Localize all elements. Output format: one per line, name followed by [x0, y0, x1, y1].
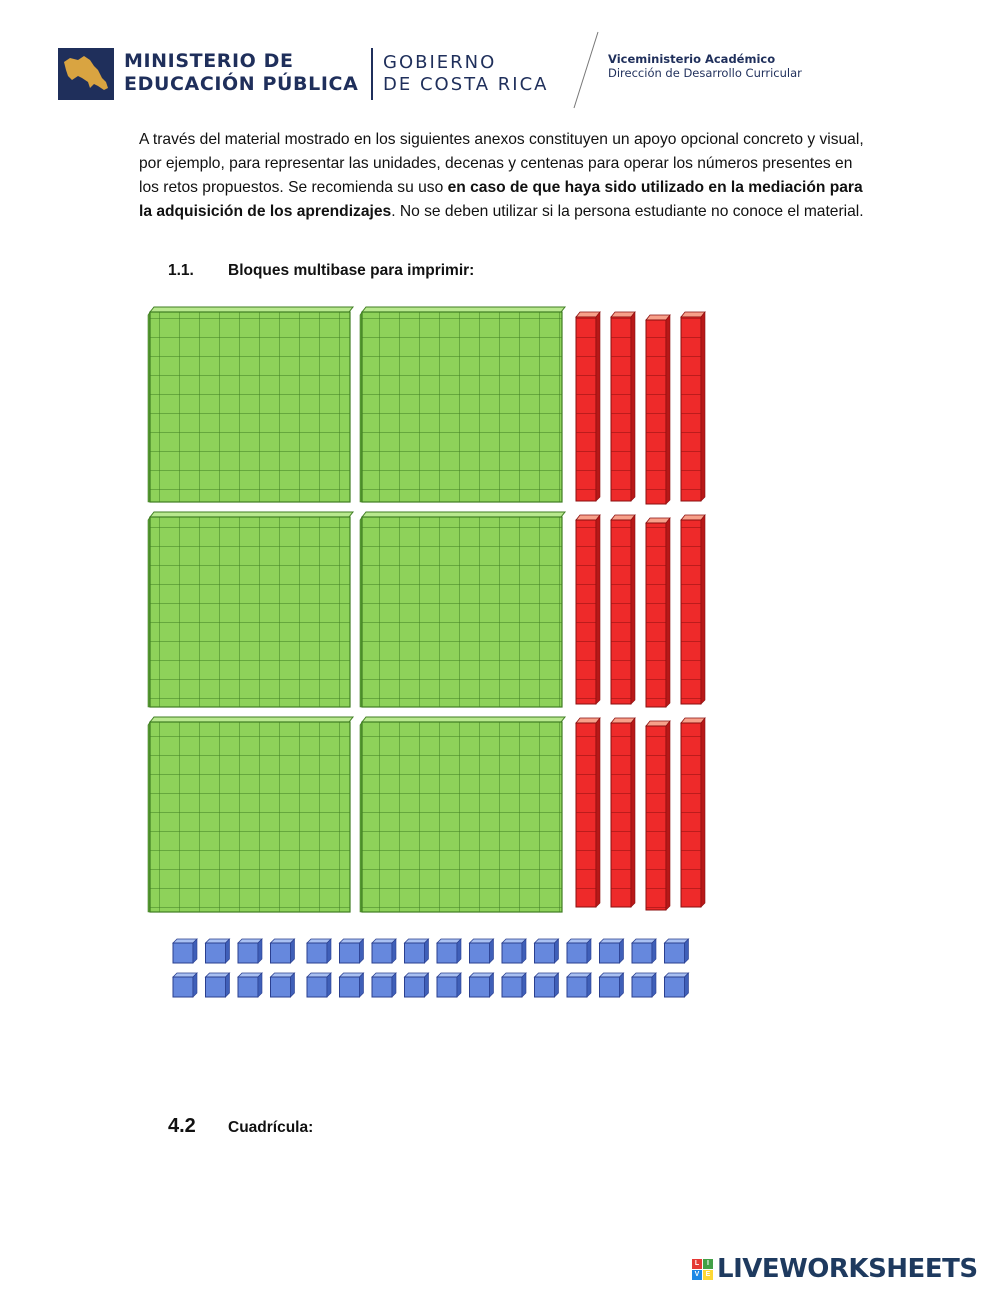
page-header — [58, 30, 818, 110]
unit-cube-block — [632, 939, 656, 963]
unit-cube-block — [567, 939, 591, 963]
unit-cube-block — [437, 939, 461, 963]
unit-cube-block — [173, 973, 197, 997]
hundred-flat-block — [148, 717, 353, 912]
unit-cube-block — [271, 973, 295, 997]
unit-cube-block — [340, 973, 364, 997]
hundred-flat-block — [148, 307, 353, 502]
unit-cube-block — [372, 939, 396, 963]
unit-cube-block — [665, 939, 689, 963]
section-2-number: 4.2 — [168, 1115, 196, 1137]
unit-cube-block — [567, 973, 591, 997]
ten-rod-block — [611, 312, 635, 501]
liveworksheets-logo-icon: L I V E — [692, 1259, 713, 1280]
ten-rod-block — [576, 718, 600, 907]
section-1-number: 1.1. — [168, 262, 194, 279]
unit-cube-block — [600, 973, 624, 997]
hundred-flat-block — [360, 717, 565, 912]
unit-cube-block — [535, 939, 559, 963]
unit-cube-block — [238, 973, 262, 997]
brand-name: LIVEWORKSHEETS — [717, 1254, 978, 1284]
liveworksheets-brand[interactable] — [692, 1252, 978, 1286]
unit-cube-block — [372, 973, 396, 997]
unit-cube-block — [206, 939, 230, 963]
header-slash — [570, 30, 600, 110]
ten-rod-block — [681, 312, 705, 501]
header-divider — [371, 48, 373, 100]
section-1-title: Bloques multibase para imprimir: — [228, 262, 475, 279]
hundred-flat-block — [148, 512, 353, 707]
unit-cube-block — [405, 939, 429, 963]
unit-cube-block — [502, 939, 526, 963]
ten-rod-block — [646, 315, 670, 504]
unit-cube-block — [307, 939, 331, 963]
base-ten-blocks-illustration — [140, 300, 720, 1020]
ten-rod-block — [576, 515, 600, 704]
ten-rod-block — [681, 718, 705, 907]
unit-cube-block — [271, 939, 295, 963]
costa-rica-map-seal-icon — [58, 48, 114, 100]
ten-rod-block — [611, 718, 635, 907]
unit-cube-block — [340, 939, 364, 963]
unit-cube-block — [206, 973, 230, 997]
vice-ministry: Viceministerio Académico Dirección de Desarrollo Curricular — [608, 52, 802, 80]
ten-rod-block — [646, 518, 670, 707]
hundred-flat-block — [360, 512, 565, 707]
unit-cube-block — [307, 973, 331, 997]
intro-paragraph: A través del material mostrado en los siguientes anexos constituyen un apoyo opcional concreto y visual, por ejemplo, para representar las unidades, decenas y centenas para operar los números presentes en los retos propuestos. Se recomienda su uso en caso de que haya sido utilizado en la mediación para la adquisición de los aprendizajes. No se deben utilizar si la persona estudiante no conoce el material. — [139, 131, 864, 220]
unit-cube-block — [502, 973, 526, 997]
ten-rod-block — [611, 515, 635, 704]
intro-bold-text: en caso de que haya sido utilizado en la mediación para la adquisición de los aprendizajes — [139, 179, 863, 220]
unit-cube-block — [600, 939, 624, 963]
ten-rod-block — [576, 312, 600, 501]
ten-rod-block — [681, 515, 705, 704]
unit-cube-block — [470, 973, 494, 997]
unit-cube-block — [665, 973, 689, 997]
ten-rod-block — [646, 721, 670, 910]
unit-cube-block — [632, 973, 656, 997]
unit-cube-block — [470, 939, 494, 963]
unit-cube-block — [405, 973, 429, 997]
unit-cube-block — [437, 973, 461, 997]
unit-cube-block — [535, 973, 559, 997]
unit-cube-block — [238, 939, 262, 963]
unit-cube-block — [173, 939, 197, 963]
ministry-name: MINISTERIO DE EDUCACIÓN PÚBLICA — [124, 50, 359, 95]
hundred-flat-block — [360, 307, 565, 502]
section-2-title: Cuadrícula: — [228, 1119, 314, 1136]
government-name: GOBIERNO DE COSTA RICA — [383, 52, 549, 95]
